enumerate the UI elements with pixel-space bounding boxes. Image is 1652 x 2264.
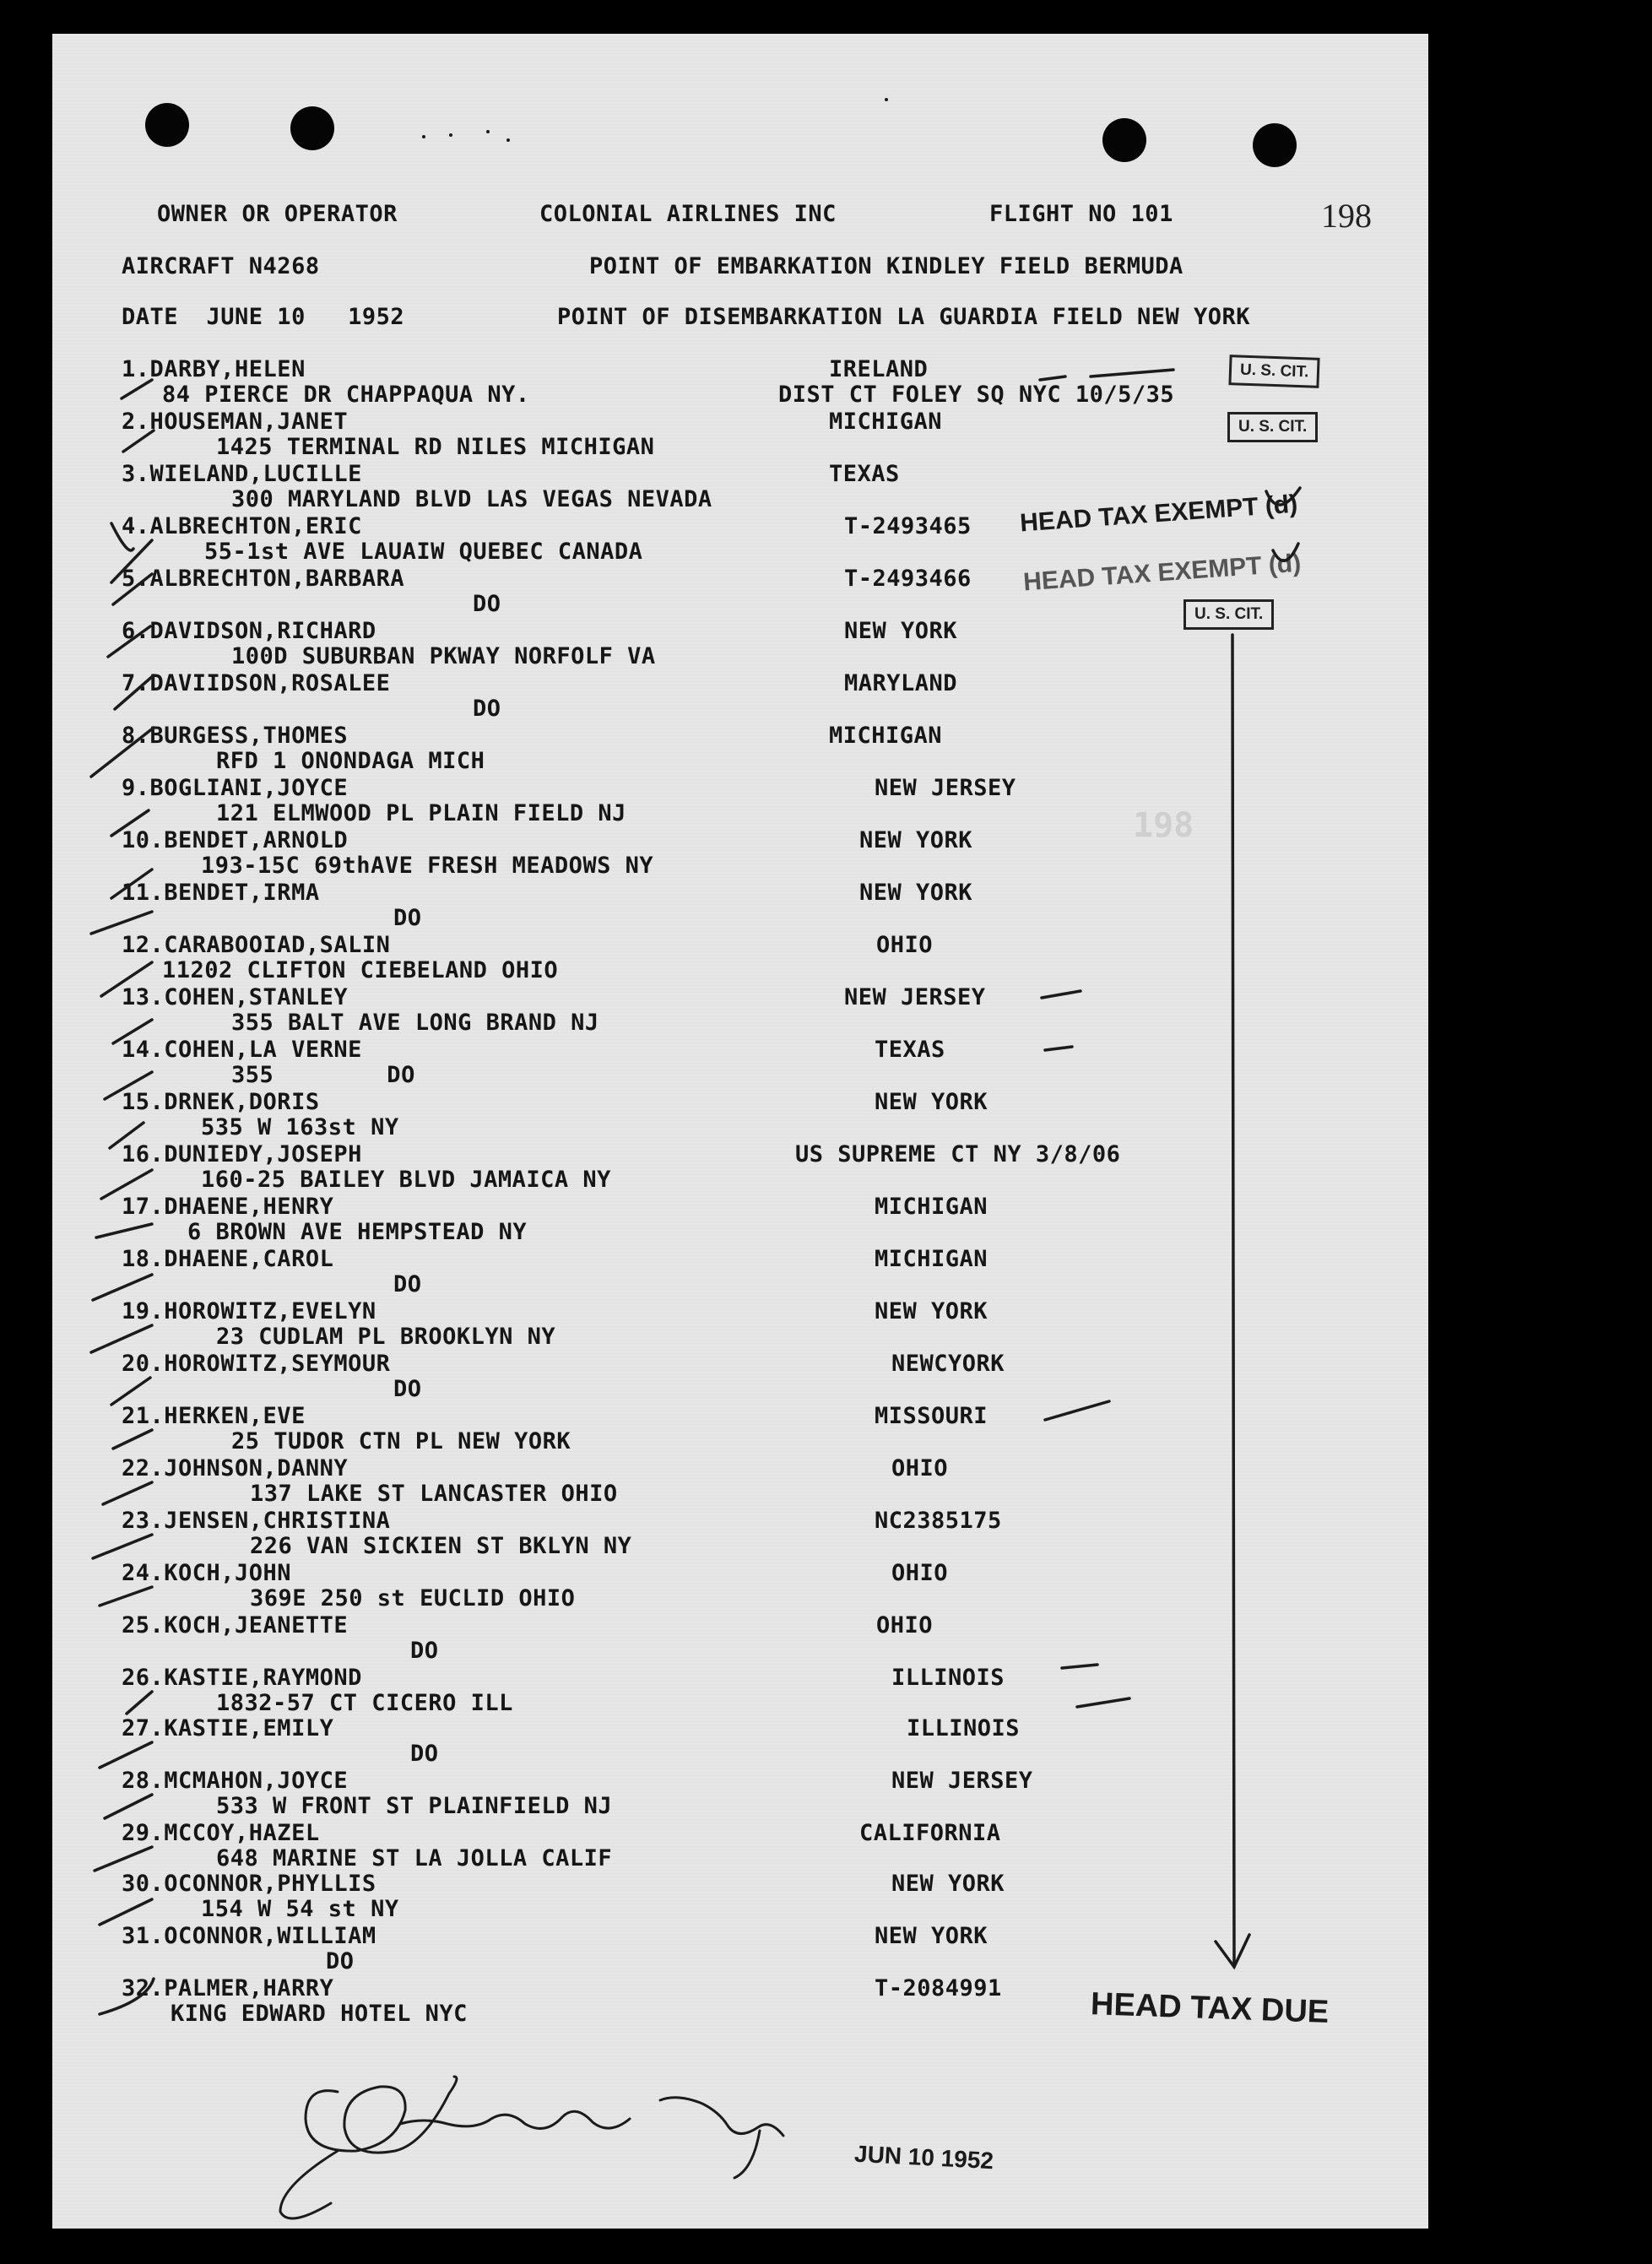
passenger-status: OHIO bbox=[876, 1612, 934, 1638]
passenger-status: ILLINOIS bbox=[907, 1715, 1021, 1741]
passenger-status: MICHIGAN bbox=[829, 409, 943, 435]
passenger-name: 14.COHEN,LA VERNE bbox=[122, 1037, 362, 1063]
passenger-status: MICHIGAN bbox=[875, 1194, 988, 1220]
passenger-name: 6.DAVIDSON,RICHARD bbox=[122, 618, 376, 644]
passenger-address: 55-1st AVE LAUAIW QUEBEC CANADA bbox=[204, 539, 643, 565]
passenger-address: 137 LAKE ST LANCASTER OHIO bbox=[250, 1481, 618, 1507]
passenger-name: 15.DRNEK,DORIS bbox=[122, 1089, 320, 1115]
passenger-status: NEW YORK bbox=[891, 1871, 1005, 1897]
passenger-status: T-2493465 bbox=[844, 513, 972, 539]
point-of-embarkation: POINT OF EMBARKATION KINDLEY FIELD BERMUDA bbox=[589, 253, 1183, 279]
passenger-name: 30.OCONNOR,PHYLLIS bbox=[122, 1871, 376, 1897]
passenger-name: 25.KOCH,JEANETTE bbox=[122, 1612, 349, 1638]
passenger-address: 6 BROWN AVE HEMPSTEAD NY bbox=[187, 1219, 528, 1245]
passenger-status: OHIO bbox=[876, 932, 934, 958]
passenger-address: 23 CUDLAM PL BROOKLYN NY bbox=[216, 1324, 556, 1350]
passenger-address: 535 W 163st NY bbox=[201, 1114, 399, 1140]
passenger-name: 27.KASTIE,EMILY bbox=[122, 1715, 334, 1741]
passenger-status: NEW JERSEY bbox=[844, 984, 986, 1010]
head-tax-due-stamp: HEAD TAX DUE bbox=[1090, 1986, 1330, 2030]
passenger-name: 7.DAVIIDSON,ROSALEE bbox=[122, 670, 391, 696]
passenger-address: DO bbox=[326, 1948, 355, 1974]
passenger-status: NEW YORK bbox=[859, 880, 973, 906]
inspector-signature bbox=[306, 2077, 457, 2153]
passenger-address: 121 ELMWOOD PL PLAIN FIELD NJ bbox=[216, 800, 626, 826]
tick-mark bbox=[1042, 991, 1081, 998]
passenger-name: 16.DUNIEDY,JOSEPH bbox=[122, 1141, 362, 1167]
tick-mark bbox=[91, 912, 152, 934]
naturalization-note: DIST CT FOLEY SQ NYC 10/5/35 bbox=[778, 382, 1175, 408]
tick-mark bbox=[1045, 1047, 1072, 1050]
inspector-signature bbox=[734, 2131, 760, 2178]
us-citizen-stamp: U. S. CIT. bbox=[1228, 355, 1319, 388]
passenger-address: 355 BALT AVE LONG BRAND NJ bbox=[231, 1010, 599, 1036]
us-citizen-stamp: U. S. CIT. bbox=[1227, 412, 1318, 442]
passenger-status: NEW YORK bbox=[875, 1089, 988, 1115]
passenger-name: 5.ALBRECHTON,BARBARA bbox=[122, 566, 405, 592]
passenger-address: 369E 250 st EUCLID OHIO bbox=[250, 1585, 576, 1611]
ink-speck bbox=[422, 135, 425, 138]
passenger-name: 23.JENSEN,CHRISTINA bbox=[122, 1508, 391, 1534]
tick-mark bbox=[1091, 370, 1173, 376]
passenger-name: 10.BENDET,ARNOLD bbox=[122, 827, 349, 853]
passenger-name: 9.BOGLIANI,JOYCE bbox=[122, 775, 349, 801]
head-tax-exempt-stamp: HEAD TAX EXEMPT (d) bbox=[1022, 549, 1303, 597]
passenger-address: DO bbox=[410, 1638, 439, 1664]
tick-mark bbox=[105, 1795, 152, 1818]
passenger-address: 648 MARINE ST LA JOLLA CALIF bbox=[216, 1845, 613, 1871]
tick-mark bbox=[1062, 1665, 1097, 1668]
manifest-date: DATE JUNE 10 1952 bbox=[122, 304, 405, 330]
airline-name: COLONIAL AIRLINES INC bbox=[539, 201, 837, 227]
passenger-name: 24.KOCH,JOHN bbox=[122, 1560, 292, 1586]
passenger-name: 4.ALBRECHTON,ERIC bbox=[122, 513, 362, 539]
passenger-status: NEW YORK bbox=[875, 1923, 988, 1949]
passenger-name: 13.COHEN,STANLEY bbox=[122, 984, 349, 1010]
passenger-status: US SUPREME CT NY 3/8/06 bbox=[795, 1141, 1121, 1167]
passenger-name: 2.HOUSEMAN,JANET bbox=[122, 409, 349, 435]
inspector-signature bbox=[280, 2151, 338, 2218]
sheet-number: 198 bbox=[1321, 197, 1372, 235]
inspector-signature bbox=[660, 2098, 783, 2136]
head-tax-arrow bbox=[1216, 1935, 1249, 1967]
passenger-address: 154 W 54 st NY bbox=[201, 1896, 399, 1922]
punch-hole bbox=[290, 106, 334, 150]
tick-mark bbox=[96, 1224, 152, 1238]
passenger-name: 20.HOROWITZ,SEYMOUR bbox=[122, 1351, 391, 1377]
passenger-address: 100D SUBURBAN PKWAY NORFOLF VA bbox=[231, 643, 656, 669]
passenger-name: 18.DHAENE,CAROL bbox=[122, 1246, 334, 1272]
tick-mark bbox=[100, 1899, 152, 1925]
passenger-name: 31.OCONNOR,WILLIAM bbox=[122, 1923, 376, 1949]
punch-hole bbox=[1102, 118, 1146, 162]
passenger-name: 21.HERKEN,EVE bbox=[122, 1403, 306, 1429]
us-citizen-stamp: U. S. CIT. bbox=[1183, 599, 1274, 630]
tick-mark bbox=[95, 1847, 152, 1871]
passenger-status: NEW JERSEY bbox=[875, 775, 1016, 801]
passenger-address: 1425 TERMINAL RD NILES MICHIGAN bbox=[216, 434, 655, 460]
aircraft-id: AIRCRAFT N4268 bbox=[122, 253, 320, 279]
passenger-status: NEW YORK bbox=[875, 1298, 988, 1324]
ink-speck bbox=[449, 133, 452, 137]
passenger-name: 32.PALMER,HARRY bbox=[122, 1975, 334, 2001]
tick-mark bbox=[93, 1275, 152, 1300]
passenger-address: DO bbox=[473, 696, 501, 722]
passenger-address: KING EDWARD HOTEL NYC bbox=[171, 2001, 468, 2027]
passenger-address: 300 MARYLAND BLVD LAS VEGAS NEVADA bbox=[231, 486, 712, 512]
passenger-status: MICHIGAN bbox=[829, 723, 943, 749]
tick-mark bbox=[1040, 376, 1065, 380]
tick-mark bbox=[100, 1587, 152, 1606]
passenger-status: NEW YORK bbox=[859, 827, 973, 853]
tick-mark bbox=[111, 1378, 150, 1405]
passenger-address: DO bbox=[393, 1271, 422, 1297]
passenger-status: T-2493466 bbox=[844, 566, 972, 592]
passenger-status: TEXAS bbox=[875, 1037, 945, 1063]
passenger-address: DO bbox=[473, 591, 501, 617]
passenger-address: 193-15C 69thAVE FRESH MEADOWS NY bbox=[201, 853, 654, 879]
passenger-status: ILLINOIS bbox=[891, 1665, 1005, 1691]
passenger-name: 17.DHAENE,HENRY bbox=[122, 1194, 334, 1220]
tick-mark bbox=[122, 380, 152, 398]
inspector-signature bbox=[400, 2111, 630, 2128]
passenger-status: OHIO bbox=[891, 1455, 949, 1481]
manifest-page bbox=[52, 34, 1428, 2229]
tick-mark bbox=[1077, 1698, 1129, 1707]
owner-label: OWNER OR OPERATOR bbox=[157, 201, 398, 227]
tick-mark bbox=[127, 1692, 152, 1714]
date-stamp: JUN 10 1952 bbox=[853, 2140, 994, 2175]
passenger-address: DO bbox=[410, 1741, 439, 1767]
passenger-status: NEWCYORK bbox=[891, 1351, 1005, 1377]
ink-speck bbox=[486, 130, 490, 133]
passenger-address: 355 DO bbox=[231, 1062, 415, 1088]
passenger-status: MARYLAND bbox=[844, 670, 958, 696]
passenger-status: NEW YORK bbox=[844, 618, 958, 644]
passenger-address: 160-25 BAILEY BLVD JAMAICA NY bbox=[201, 1167, 611, 1193]
passenger-name: 29.MCCOY,HAZEL bbox=[122, 1820, 320, 1846]
passenger-status: MICHIGAN bbox=[875, 1246, 988, 1272]
passenger-name: 1.DARBY,HELEN bbox=[122, 356, 306, 382]
tick-mark bbox=[93, 1535, 152, 1558]
tick-mark bbox=[91, 1325, 152, 1352]
passenger-status: MISSOURI bbox=[875, 1403, 988, 1429]
passenger-address: 226 VAN SICKIEN ST BKLYN NY bbox=[250, 1533, 632, 1559]
flight-number: FLIGHT NO 101 bbox=[989, 201, 1173, 227]
passenger-status: CALIFORNIA bbox=[859, 1820, 1001, 1846]
passenger-name: 28.MCMAHON,JOYCE bbox=[122, 1768, 349, 1794]
punch-hole bbox=[145, 103, 189, 147]
passenger-address: 533 W FRONT ST PLAINFIELD NJ bbox=[216, 1793, 613, 1819]
tick-mark bbox=[100, 1742, 152, 1768]
punch-hole bbox=[1253, 123, 1297, 167]
passenger-status: TEXAS bbox=[829, 461, 900, 487]
passenger-name: 3.WIELAND,LUCILLE bbox=[122, 461, 362, 487]
ink-speck bbox=[885, 98, 888, 101]
passenger-address: 11202 CLIFTON CIEBELAND OHIO bbox=[162, 957, 559, 983]
passenger-address: DO bbox=[393, 905, 422, 931]
passenger-address: DO bbox=[393, 1376, 422, 1402]
tick-mark bbox=[113, 1430, 152, 1449]
head-tax-arrow bbox=[1232, 635, 1234, 1967]
passenger-address: RFD 1 ONONDAGA MICH bbox=[216, 748, 485, 774]
passenger-status: OHIO bbox=[891, 1560, 949, 1586]
passenger-status: NEW JERSEY bbox=[891, 1768, 1033, 1794]
passenger-status: T-2084991 bbox=[875, 1975, 1002, 2001]
passenger-name: 19.HOROWITZ,EVELYN bbox=[122, 1298, 376, 1324]
ghost-sheet-number: 198 bbox=[1133, 806, 1194, 845]
passenger-name: 12.CARABOOIAD,SALIN bbox=[122, 932, 391, 958]
tick-mark bbox=[1045, 1401, 1109, 1420]
passenger-status: IRELAND bbox=[829, 356, 929, 382]
ink-speck bbox=[506, 138, 510, 142]
passenger-address: 1832-57 CT CICERO ILL bbox=[216, 1690, 513, 1716]
passenger-name: 11.BENDET,IRMA bbox=[122, 880, 320, 906]
point-of-disembarkation: POINT OF DISEMBARKATION LA GUARDIA FIELD NEW YORK bbox=[557, 304, 1251, 330]
passenger-name: 22.JOHNSON,DANNY bbox=[122, 1455, 349, 1481]
passenger-name: 8.BURGESS,THOMES bbox=[122, 723, 349, 749]
passenger-name: 26.KASTIE,RAYMOND bbox=[122, 1665, 362, 1691]
passenger-address: 84 PIERCE DR CHAPPAQUA NY. bbox=[162, 382, 530, 408]
head-tax-exempt-stamp: HEAD TAX EXEMPT (d) bbox=[1019, 490, 1299, 538]
passenger-status: NC2385175 bbox=[875, 1508, 1002, 1534]
tick-mark bbox=[103, 1482, 152, 1504]
passenger-address: 25 TUDOR CTN PL NEW YORK bbox=[231, 1428, 571, 1454]
